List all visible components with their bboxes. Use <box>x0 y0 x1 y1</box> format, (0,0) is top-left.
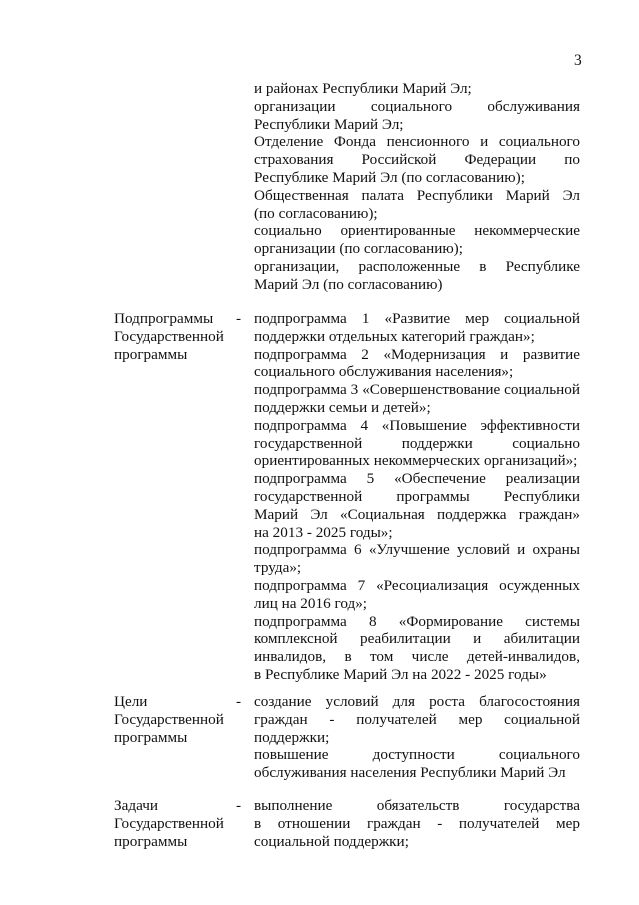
continuation-paragraph <box>254 133 580 186</box>
text-line: государственной поддержки социально <box>254 434 580 452</box>
section-content <box>254 693 580 782</box>
text-line: организации (по согласованию); <box>254 240 463 258</box>
continuation-paragraph <box>254 80 580 98</box>
subprogram-item <box>254 470 580 541</box>
dash-separator: - <box>236 310 242 327</box>
text-line: ориентированных некоммерческих организаций»; <box>254 452 578 470</box>
text-line: страхования Российской Федерации по <box>254 151 580 169</box>
continuation-paragraph <box>254 98 580 134</box>
section-label <box>114 797 232 850</box>
section-content <box>254 797 580 850</box>
text-line: поддержки семьи и детей»; <box>254 398 431 416</box>
label-line: Государственной <box>114 814 224 832</box>
page-number: 3 <box>574 52 582 69</box>
text-line: в Республике Марий Эл на 2022 - 2025 годы» <box>254 665 547 683</box>
text-line: государственной программы Республики <box>254 487 580 505</box>
text-line: Общественная палата Республики Марий Эл <box>254 186 580 204</box>
text-line: и районах Республики Марий Эл; <box>254 80 472 97</box>
continuation-paragraph <box>254 222 580 258</box>
text-line: социальной поддержки; <box>254 832 409 850</box>
text-line: выполнение обязательств государства <box>254 797 580 814</box>
label-line: программы <box>114 832 188 850</box>
subprogram-item <box>254 417 580 470</box>
text-line: социально ориентированные некоммерческие <box>254 222 580 240</box>
text-line: труда»; <box>254 559 302 577</box>
text-line: подпрограмма 8 «Формирование системы <box>254 612 580 630</box>
text-line: организации социального обслуживания <box>254 97 580 115</box>
text-line: подпрограмма 5 «Обеспечение реализации <box>254 470 580 488</box>
dash-separator: - <box>236 693 242 710</box>
label-line: Задачи <box>114 797 158 814</box>
text-line: Республике Марий Эл (по согласованию); <box>254 168 525 186</box>
dash-separator: - <box>236 797 242 814</box>
label-line: Подпрограммы <box>114 310 214 327</box>
text-line: социального обслуживания населения»; <box>254 363 514 381</box>
continuation-paragraph <box>254 187 580 223</box>
text-line: (по согласованию); <box>254 204 378 222</box>
section-label <box>114 693 232 746</box>
label-line: программы <box>114 728 188 746</box>
label-line: Государственной <box>114 327 224 345</box>
subprogram-item <box>254 613 580 684</box>
text-line: подпрограмма 4 «Повышение эффективности <box>254 416 580 434</box>
text-line: на 2013 - 2025 годы»; <box>254 523 393 541</box>
subprogram-item <box>254 577 580 613</box>
section-label <box>114 310 232 363</box>
goal-item <box>254 693 580 746</box>
text-line: организации, расположенные в Республике <box>254 257 580 275</box>
text-line: комплексной реабилитации и абилитации <box>254 630 580 648</box>
label-line: Цели <box>114 693 148 710</box>
text-line: граждан - получателей мер социальной <box>254 710 580 728</box>
goal-item <box>254 746 580 782</box>
text-line: поддержки; <box>254 728 330 746</box>
subprogram-item <box>254 381 580 417</box>
text-line: подпрограмма 3 «Совершенствование социальной <box>254 381 580 399</box>
subprogram-item <box>254 346 580 382</box>
continuation-paragraph <box>254 258 580 294</box>
text-line: повышение доступности социального <box>254 746 580 764</box>
text-line: подпрограмма 1 «Развитие мер социальной <box>254 310 580 327</box>
text-line: в отношении граждан - получателей мер <box>254 814 580 832</box>
text-line: подпрограмма 7 «Ресоциализация осужденных <box>254 576 580 594</box>
subprogram-item <box>254 310 580 346</box>
text-line: создание условий для роста благосостояния <box>254 693 580 710</box>
text-line: Отделение Фонда пенсионного и социального <box>254 133 580 151</box>
task-item <box>254 797 580 850</box>
text-line: обслуживания населения Республики Марий Эл <box>254 764 566 782</box>
text-line: инвалидов, в том числе детей-инвалидов, <box>254 648 580 666</box>
continuation-block <box>254 80 580 294</box>
text-line: Марий Эл «Социальная поддержка граждан» <box>254 505 580 523</box>
text-line: лиц на 2016 год»; <box>254 594 368 612</box>
label-line: программы <box>114 345 188 363</box>
section-content <box>254 310 580 684</box>
text-line: Республики Марий Эл; <box>254 115 404 133</box>
text-line: подпрограмма 2 «Модернизация и развитие <box>254 345 580 363</box>
label-line: Государственной <box>114 710 224 728</box>
text-line: Марий Эл (по согласованию) <box>254 275 443 293</box>
text-line: поддержки отдельных категорий граждан»; <box>254 327 535 345</box>
text-line: подпрограмма 6 «Улучшение условий и охраны <box>254 541 580 559</box>
subprogram-item <box>254 541 580 577</box>
